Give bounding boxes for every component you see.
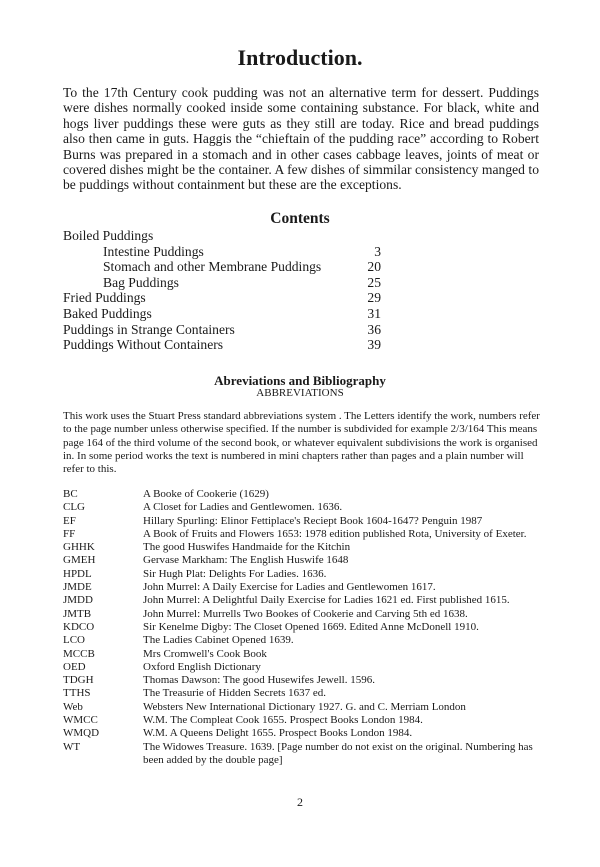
abbreviation-description: The good Huswifes Handmaide for the Kitchin [143, 541, 351, 554]
abbreviation-code: BC [63, 488, 78, 500]
abbreviation-code: OED [63, 660, 86, 673]
toc-item-page: 20 [367, 259, 381, 275]
abbreviation-entry [63, 568, 543, 581]
abbreviation-entry [63, 528, 543, 541]
abbreviations-list [63, 488, 543, 767]
toc-item [63, 243, 381, 260]
abbreviation-description: A Booke of Cookerie (1629) [143, 488, 269, 500]
abbreviation-entry [63, 727, 543, 740]
abbreviation-code: WMCC [63, 714, 98, 727]
toc-item-label: Fried Puddings [63, 290, 146, 306]
toc-item-label: Puddings in Strange Containers [63, 321, 235, 337]
abbreviation-code: KDCO [63, 620, 95, 633]
abbreviations-heading: Abreviations and Bibliography [214, 373, 386, 388]
abbreviation-description: W.M. The Compleat Cook 1655. Prospect Books London 1984. [143, 714, 423, 727]
abbreviation-entry [63, 501, 543, 514]
abbreviation-code: EF [63, 514, 76, 527]
abbreviation-code: WMQD [63, 727, 100, 740]
abbreviation-description: Sir Kenelme Digby: The Closet Opened 1669. Edited Anne McDonell 1910. [143, 620, 479, 633]
toc-item [63, 305, 381, 322]
abbreviation-entry [63, 608, 543, 621]
toc-item-label: Stomach and other Membrane Puddings [103, 259, 322, 275]
toc-item-label: Puddings Without Containers [63, 337, 224, 353]
abbreviation-code: Web [63, 700, 83, 713]
abbreviation-entry [63, 741, 543, 768]
abbreviation-entry [63, 594, 543, 607]
abbreviation-entry [63, 714, 543, 727]
abbreviation-description: John Murrel: Murrells Two Bookes of Cookerie and Carving 5th ed 1638. [143, 607, 468, 620]
abbreviation-description: A Book of Fruits and Flowers 1653: 1978 edition published Rota, University of Exeter. [143, 527, 527, 540]
abbreviation-code: GMEH [63, 554, 96, 567]
abbreviation-entry [63, 687, 543, 700]
abbreviation-code: HPDL [63, 567, 92, 580]
abbreviation-description: The Widowes Treasure. 1639. [Page number do not exist on the original. Numbering has been added by the double page] [143, 740, 533, 766]
toc-item-label: Baked Puddings [63, 305, 152, 321]
toc-item [63, 321, 381, 338]
page-title: Introduction. [237, 45, 363, 70]
table-of-contents [63, 228, 381, 353]
abbreviation-code: LCO [63, 634, 85, 647]
abbreviation-description: Sir Hugh Plat: Delights For Ladies. 1636. [143, 567, 327, 580]
abbreviation-code: JMDD [63, 594, 93, 607]
toc-item-page: 3 [374, 243, 381, 259]
abbreviation-description: Gervase Markham: The English Huswife 1648 [143, 554, 349, 567]
toc-item-label: Bag Puddings [103, 274, 179, 290]
toc-item [63, 290, 381, 306]
abbreviation-description: Thomas Dawson: The good Husewifes Jewell. 1596. [143, 674, 375, 687]
abbreviation-entry [63, 621, 543, 634]
abbreviation-description: Hillary Spurling: Elinor Fettiplace's Reciept Book 1604-1647? Penguin 1987 [143, 514, 483, 527]
toc-item-page: 31 [367, 305, 381, 321]
abbreviation-description: Websters New International Dictionary 1927. G. and C. Merriam London [143, 700, 466, 713]
abbreviation-entry [63, 581, 543, 594]
abbreviation-description: W.M. A Queens Delight 1655. Prospect Books London 1984. [143, 727, 413, 740]
abbreviation-entry [63, 701, 543, 714]
abbreviation-entry [63, 648, 543, 661]
abbreviation-entry [63, 488, 543, 501]
toc-item [63, 228, 363, 244]
abbreviation-entry [63, 541, 543, 554]
abbreviation-description: John Murrel: A Delightful Daily Exercise for Ladies 1621 ed. First published 1615. [143, 594, 510, 607]
abbreviation-entry [63, 661, 543, 674]
abbreviation-entry [63, 634, 543, 647]
toc-item-page: 36 [367, 321, 381, 337]
abbreviation-description: The Ladies Cabinet Opened 1639. [143, 634, 294, 647]
abbreviations-subheading: ABBREVIATIONS [256, 387, 344, 399]
abbreviation-description: John Murrel: A Daily Exercise for Ladies and Gentlewomen 1617. [143, 581, 436, 594]
page-number: 2 [297, 795, 303, 809]
abbreviation-description: A Closet for Ladies and Gentlewomen. 1636. [143, 501, 343, 514]
toc-item-page: 25 [367, 274, 381, 290]
abbreviation-entry [63, 515, 543, 528]
toc-item-label: Intestine Puddings [103, 243, 204, 259]
abbreviation-code: WT [63, 740, 81, 753]
abbreviation-entry [63, 554, 543, 567]
toc-item-page: 39 [367, 337, 381, 353]
abbreviation-code: TTHS [63, 687, 91, 700]
abbreviation-code: CLG [63, 501, 85, 514]
abbreviation-code: MCCB [63, 647, 95, 660]
toc-item [63, 337, 381, 353]
abbreviation-code: GHHK [63, 541, 95, 554]
abbreviation-description: Oxford English Dictionary [143, 660, 261, 673]
abbreviation-description: Mrs Cromwell's Cook Book [143, 647, 267, 660]
abbreviation-description: The Treasurie of Hidden Secrets 1637 ed. [143, 687, 326, 700]
abbreviations-intro: This work uses the Stuart Press standard abbreviations system . The Letters identify the work, numbers refer to the page number unless otherwise specified. If the number is subdivided for example 2/3/164 This means page 164 of the third volume of the second book, or whatever equivalent subdivisions the work is organised in. In some period works the text is numbered in mini chapters rather than pages and a plain number will refer to this. [63, 410, 540, 476]
abbreviation-entry [63, 674, 543, 687]
abbreviation-code: TDGH [63, 674, 94, 687]
abbreviation-code: JMDE [63, 581, 92, 594]
abbreviation-code: JMTB [63, 607, 92, 620]
abbreviation-code: FF [63, 527, 76, 540]
contents-heading: Contents [270, 210, 330, 227]
toc-item [63, 274, 381, 291]
toc-item-label: Boiled Puddings [63, 228, 154, 243]
toc-item [63, 259, 381, 275]
toc-item-page: 29 [367, 290, 381, 306]
intro-paragraph: To the 17th Century cook pudding was not an alternative term for dessert. Puddings were dishes normally cooked inside some containing substance. For black, white and hogs liver puddings these were guts as they still are today. Rice and bread puddings also then came in guts. Haggis the “chieftain of the pudding race” according to Robert Burns was prepared in a stomach and in other cases cabbage leaves, joints of meat or covered dishes might be the container. A few dishes of simmilar consistency manged to be puddings without containment but these are the exceptions. [63, 85, 539, 193]
